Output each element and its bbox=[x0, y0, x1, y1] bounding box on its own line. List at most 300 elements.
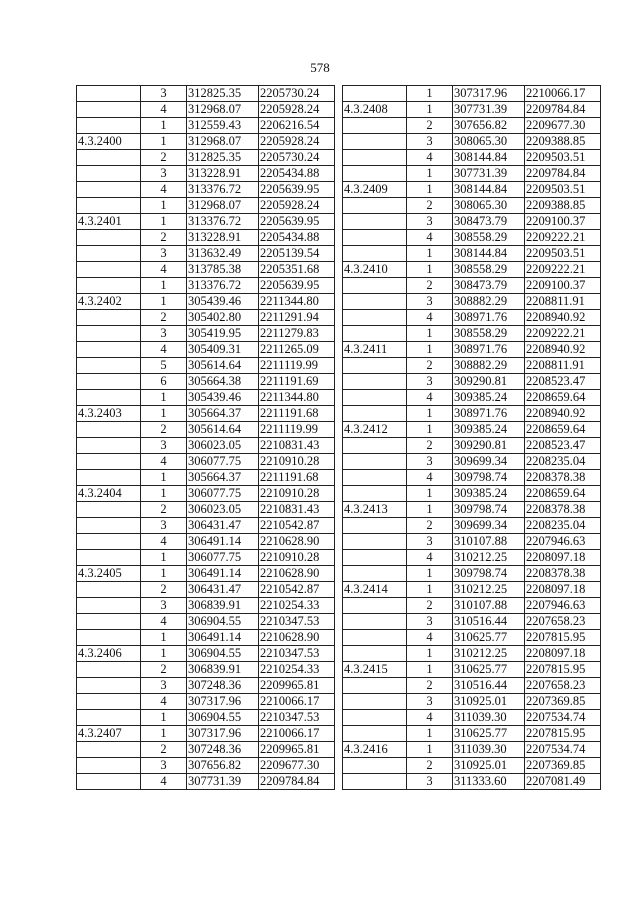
table-row bbox=[343, 230, 601, 246]
coordinates-table-left bbox=[76, 85, 335, 790]
coordinates-table-right bbox=[342, 85, 601, 790]
x-coordinate-cell: 307248.36 bbox=[187, 678, 259, 694]
plot-id-cell: 4.3.2403 bbox=[77, 406, 141, 422]
table-row bbox=[77, 470, 335, 486]
x-coordinate-cell: 310516.44 bbox=[453, 614, 525, 630]
table-row bbox=[77, 438, 335, 454]
point-number-cell: 4 bbox=[141, 342, 187, 358]
plot-id-cell bbox=[77, 614, 141, 630]
plot-id-cell bbox=[77, 182, 141, 198]
plot-id-cell bbox=[343, 86, 407, 102]
plot-id-cell bbox=[77, 598, 141, 614]
table-row bbox=[77, 342, 335, 358]
point-number-cell: 4 bbox=[407, 310, 453, 326]
point-number-cell: 2 bbox=[141, 422, 187, 438]
x-coordinate-cell: 310625.77 bbox=[453, 662, 525, 678]
plot-id-cell: 4.3.2409 bbox=[343, 182, 407, 198]
x-coordinate-cell: 309290.81 bbox=[453, 374, 525, 390]
y-coordinate-cell: 2210066.17 bbox=[525, 86, 601, 102]
y-coordinate-cell: 2210542.87 bbox=[259, 582, 335, 598]
x-coordinate-cell: 310107.88 bbox=[453, 598, 525, 614]
point-number-cell: 1 bbox=[407, 262, 453, 278]
y-coordinate-cell: 2207081.49 bbox=[525, 774, 601, 790]
point-number-cell: 3 bbox=[407, 774, 453, 790]
point-number-cell: 1 bbox=[407, 182, 453, 198]
point-number-cell: 1 bbox=[407, 726, 453, 742]
x-coordinate-cell: 306431.47 bbox=[187, 518, 259, 534]
y-coordinate-cell: 2209388.85 bbox=[525, 134, 601, 150]
x-coordinate-cell: 309290.81 bbox=[453, 438, 525, 454]
table-row bbox=[343, 294, 601, 310]
table-row bbox=[77, 582, 335, 598]
table-row bbox=[343, 726, 601, 742]
point-number-cell: 1 bbox=[407, 646, 453, 662]
y-coordinate-cell: 2209965.81 bbox=[259, 678, 335, 694]
table-row bbox=[343, 390, 601, 406]
plot-id-cell bbox=[343, 550, 407, 566]
table-row bbox=[77, 230, 335, 246]
y-coordinate-cell: 2205730.24 bbox=[259, 150, 335, 166]
y-coordinate-cell: 2209388.85 bbox=[525, 198, 601, 214]
point-number-cell: 1 bbox=[141, 134, 187, 150]
point-number-cell: 3 bbox=[141, 166, 187, 182]
table-row bbox=[343, 326, 601, 342]
point-number-cell: 4 bbox=[141, 534, 187, 550]
point-number-cell: 3 bbox=[141, 326, 187, 342]
plot-id-cell bbox=[77, 758, 141, 774]
plot-id-cell: 4.3.2404 bbox=[77, 486, 141, 502]
y-coordinate-cell: 2205139.54 bbox=[259, 246, 335, 262]
plot-id-cell bbox=[343, 566, 407, 582]
plot-id-cell bbox=[343, 694, 407, 710]
x-coordinate-cell: 306023.05 bbox=[187, 502, 259, 518]
x-coordinate-cell: 306491.14 bbox=[187, 630, 259, 646]
y-coordinate-cell: 2208659.64 bbox=[525, 486, 601, 502]
plot-id-cell bbox=[343, 406, 407, 422]
plot-id-cell: 4.3.2413 bbox=[343, 502, 407, 518]
y-coordinate-cell: 2210831.43 bbox=[259, 502, 335, 518]
y-coordinate-cell: 2211279.83 bbox=[259, 326, 335, 342]
point-number-cell: 1 bbox=[141, 566, 187, 582]
plot-id-cell bbox=[77, 278, 141, 294]
table-row bbox=[343, 262, 601, 278]
x-coordinate-cell: 310925.01 bbox=[453, 758, 525, 774]
x-coordinate-cell: 307731.39 bbox=[453, 102, 525, 118]
x-coordinate-cell: 309699.34 bbox=[453, 454, 525, 470]
point-number-cell: 1 bbox=[407, 566, 453, 582]
plot-id-cell bbox=[343, 390, 407, 406]
y-coordinate-cell: 2210347.53 bbox=[259, 710, 335, 726]
plot-id-cell: 4.3.2410 bbox=[343, 262, 407, 278]
point-number-cell: 1 bbox=[407, 326, 453, 342]
x-coordinate-cell: 305664.37 bbox=[187, 470, 259, 486]
x-coordinate-cell: 308144.84 bbox=[453, 246, 525, 262]
point-number-cell: 3 bbox=[407, 134, 453, 150]
table-row bbox=[77, 422, 335, 438]
point-number-cell: 1 bbox=[141, 486, 187, 502]
x-coordinate-cell: 308882.29 bbox=[453, 358, 525, 374]
point-number-cell: 2 bbox=[141, 230, 187, 246]
table-row bbox=[343, 438, 601, 454]
point-number-cell: 5 bbox=[141, 358, 187, 374]
table-row bbox=[343, 646, 601, 662]
plot-id-cell bbox=[343, 438, 407, 454]
y-coordinate-cell: 2205928.24 bbox=[259, 198, 335, 214]
y-coordinate-cell: 2205730.24 bbox=[259, 86, 335, 102]
point-number-cell: 1 bbox=[141, 198, 187, 214]
plot-id-cell bbox=[343, 758, 407, 774]
x-coordinate-cell: 308473.79 bbox=[453, 278, 525, 294]
table-row bbox=[343, 518, 601, 534]
x-coordinate-cell: 313376.72 bbox=[187, 214, 259, 230]
point-number-cell: 1 bbox=[407, 406, 453, 422]
y-coordinate-cell: 2210347.53 bbox=[259, 614, 335, 630]
x-coordinate-cell: 309798.74 bbox=[453, 566, 525, 582]
y-coordinate-cell: 2205351.68 bbox=[259, 262, 335, 278]
plot-id-cell bbox=[343, 534, 407, 550]
table-row bbox=[77, 550, 335, 566]
table-row bbox=[77, 102, 335, 118]
x-coordinate-cell: 312968.07 bbox=[187, 134, 259, 150]
y-coordinate-cell: 2205639.95 bbox=[259, 278, 335, 294]
table-row bbox=[77, 214, 335, 230]
table-row bbox=[343, 342, 601, 358]
x-coordinate-cell: 306904.55 bbox=[187, 614, 259, 630]
y-coordinate-cell: 2207815.95 bbox=[525, 662, 601, 678]
table-row bbox=[77, 742, 335, 758]
x-coordinate-cell: 310212.25 bbox=[453, 582, 525, 598]
y-coordinate-cell: 2210066.17 bbox=[259, 726, 335, 742]
point-number-cell: 1 bbox=[141, 710, 187, 726]
plot-id-cell bbox=[77, 774, 141, 790]
x-coordinate-cell: 305409.31 bbox=[187, 342, 259, 358]
plot-id-cell: 4.3.2412 bbox=[343, 422, 407, 438]
y-coordinate-cell: 2209784.84 bbox=[259, 774, 335, 790]
point-number-cell: 3 bbox=[141, 758, 187, 774]
point-number-cell: 3 bbox=[141, 598, 187, 614]
point-number-cell: 6 bbox=[141, 374, 187, 390]
plot-id-cell bbox=[343, 710, 407, 726]
table-row bbox=[77, 326, 335, 342]
table-row bbox=[343, 422, 601, 438]
point-number-cell: 2 bbox=[407, 518, 453, 534]
point-number-cell: 4 bbox=[407, 710, 453, 726]
x-coordinate-cell: 308558.29 bbox=[453, 262, 525, 278]
point-number-cell: 2 bbox=[407, 598, 453, 614]
x-coordinate-cell: 306839.91 bbox=[187, 598, 259, 614]
x-coordinate-cell: 306023.05 bbox=[187, 438, 259, 454]
table-row bbox=[77, 198, 335, 214]
point-number-cell: 4 bbox=[141, 694, 187, 710]
x-coordinate-cell: 306077.75 bbox=[187, 550, 259, 566]
table-row bbox=[77, 566, 335, 582]
plot-id-cell bbox=[343, 630, 407, 646]
x-coordinate-cell: 309798.74 bbox=[453, 502, 525, 518]
plot-id-cell bbox=[343, 358, 407, 374]
x-coordinate-cell: 308558.29 bbox=[453, 230, 525, 246]
plot-id-cell bbox=[343, 150, 407, 166]
x-coordinate-cell: 308558.29 bbox=[453, 326, 525, 342]
plot-id-cell bbox=[77, 534, 141, 550]
y-coordinate-cell: 2210066.17 bbox=[259, 694, 335, 710]
table-row bbox=[343, 150, 601, 166]
point-number-cell: 1 bbox=[141, 214, 187, 230]
y-coordinate-cell: 2208097.18 bbox=[525, 550, 601, 566]
table-row bbox=[343, 118, 601, 134]
y-coordinate-cell: 2205639.95 bbox=[259, 182, 335, 198]
point-number-cell: 3 bbox=[407, 454, 453, 470]
x-coordinate-cell: 307248.36 bbox=[187, 742, 259, 758]
y-coordinate-cell: 2210542.87 bbox=[259, 518, 335, 534]
plot-id-cell bbox=[343, 614, 407, 630]
table-row bbox=[77, 390, 335, 406]
y-coordinate-cell: 2208811.91 bbox=[525, 294, 601, 310]
plot-id-cell: 4.3.2400 bbox=[77, 134, 141, 150]
y-coordinate-cell: 2207369.85 bbox=[525, 758, 601, 774]
plot-id-cell bbox=[77, 662, 141, 678]
table-row bbox=[343, 582, 601, 598]
table-row bbox=[77, 166, 335, 182]
y-coordinate-cell: 2210831.43 bbox=[259, 438, 335, 454]
x-coordinate-cell: 307317.96 bbox=[453, 86, 525, 102]
plot-id-cell bbox=[77, 150, 141, 166]
table-row bbox=[343, 598, 601, 614]
y-coordinate-cell: 2209100.37 bbox=[525, 214, 601, 230]
point-number-cell: 1 bbox=[407, 502, 453, 518]
point-number-cell: 1 bbox=[141, 294, 187, 310]
plot-id-cell: 4.3.2415 bbox=[343, 662, 407, 678]
plot-id-cell bbox=[77, 358, 141, 374]
table-row bbox=[343, 278, 601, 294]
plot-id-cell bbox=[77, 102, 141, 118]
plot-id-cell: 4.3.2401 bbox=[77, 214, 141, 230]
plot-id-cell: 4.3.2414 bbox=[343, 582, 407, 598]
y-coordinate-cell: 2205434.88 bbox=[259, 166, 335, 182]
plot-id-cell bbox=[343, 774, 407, 790]
plot-id-cell bbox=[77, 454, 141, 470]
page-number: 578 bbox=[310, 60, 330, 75]
y-coordinate-cell: 2205639.95 bbox=[259, 214, 335, 230]
table-row bbox=[343, 310, 601, 326]
x-coordinate-cell: 305664.37 bbox=[187, 406, 259, 422]
plot-id-cell bbox=[343, 326, 407, 342]
y-coordinate-cell: 2209677.30 bbox=[259, 758, 335, 774]
point-number-cell: 2 bbox=[141, 502, 187, 518]
plot-id-cell bbox=[343, 134, 407, 150]
point-number-cell: 1 bbox=[141, 726, 187, 742]
plot-id-cell bbox=[343, 678, 407, 694]
table-row bbox=[77, 134, 335, 150]
y-coordinate-cell: 2205928.24 bbox=[259, 134, 335, 150]
x-coordinate-cell: 310516.44 bbox=[453, 678, 525, 694]
table-row bbox=[77, 182, 335, 198]
table-row bbox=[77, 662, 335, 678]
x-coordinate-cell: 307731.39 bbox=[187, 774, 259, 790]
x-coordinate-cell: 307317.96 bbox=[187, 694, 259, 710]
table-row bbox=[343, 550, 601, 566]
table-row bbox=[77, 758, 335, 774]
table-row bbox=[343, 742, 601, 758]
point-number-cell: 1 bbox=[141, 278, 187, 294]
y-coordinate-cell: 2209784.84 bbox=[525, 166, 601, 182]
point-number-cell: 1 bbox=[407, 166, 453, 182]
x-coordinate-cell: 306839.91 bbox=[187, 662, 259, 678]
y-coordinate-cell: 2209100.37 bbox=[525, 278, 601, 294]
x-coordinate-cell: 305419.95 bbox=[187, 326, 259, 342]
y-coordinate-cell: 2210910.28 bbox=[259, 550, 335, 566]
y-coordinate-cell: 2208659.64 bbox=[525, 422, 601, 438]
x-coordinate-cell: 308971.76 bbox=[453, 342, 525, 358]
plot-id-cell bbox=[77, 550, 141, 566]
plot-id-cell bbox=[343, 198, 407, 214]
plot-id-cell bbox=[77, 326, 141, 342]
plot-id-cell bbox=[77, 470, 141, 486]
plot-id-cell bbox=[343, 166, 407, 182]
x-coordinate-cell: 306077.75 bbox=[187, 486, 259, 502]
table-row bbox=[77, 694, 335, 710]
table-row bbox=[77, 726, 335, 742]
table-row bbox=[77, 358, 335, 374]
x-coordinate-cell: 307317.96 bbox=[187, 726, 259, 742]
table-row bbox=[77, 678, 335, 694]
plot-id-cell bbox=[77, 390, 141, 406]
plot-id-cell bbox=[343, 230, 407, 246]
point-number-cell: 1 bbox=[407, 342, 453, 358]
table-row bbox=[343, 774, 601, 790]
x-coordinate-cell: 306077.75 bbox=[187, 454, 259, 470]
y-coordinate-cell: 2211344.80 bbox=[259, 294, 335, 310]
point-number-cell: 1 bbox=[407, 582, 453, 598]
plot-id-cell bbox=[343, 726, 407, 742]
table-row bbox=[343, 358, 601, 374]
table-row bbox=[343, 406, 601, 422]
table-row bbox=[343, 662, 601, 678]
y-coordinate-cell: 2209222.21 bbox=[525, 326, 601, 342]
y-coordinate-cell: 2210347.53 bbox=[259, 646, 335, 662]
y-coordinate-cell: 2210254.33 bbox=[259, 598, 335, 614]
table-row bbox=[343, 630, 601, 646]
plot-id-cell bbox=[343, 518, 407, 534]
plot-id-cell bbox=[77, 422, 141, 438]
table-row bbox=[343, 374, 601, 390]
point-number-cell: 2 bbox=[407, 438, 453, 454]
y-coordinate-cell: 2211191.69 bbox=[259, 374, 335, 390]
plot-id-cell bbox=[77, 374, 141, 390]
plot-id-cell bbox=[77, 694, 141, 710]
plot-id-cell bbox=[77, 246, 141, 262]
plot-id-cell: 4.3.2402 bbox=[77, 294, 141, 310]
point-number-cell: 1 bbox=[141, 118, 187, 134]
plot-id-cell bbox=[77, 310, 141, 326]
point-number-cell: 4 bbox=[141, 614, 187, 630]
x-coordinate-cell: 309385.24 bbox=[453, 422, 525, 438]
y-coordinate-cell: 2207815.95 bbox=[525, 726, 601, 742]
y-coordinate-cell: 2209222.21 bbox=[525, 262, 601, 278]
point-number-cell: 1 bbox=[407, 422, 453, 438]
x-coordinate-cell: 310212.25 bbox=[453, 646, 525, 662]
plot-id-cell: 4.3.2405 bbox=[77, 566, 141, 582]
point-number-cell: 1 bbox=[407, 662, 453, 678]
point-number-cell: 3 bbox=[141, 246, 187, 262]
y-coordinate-cell: 2209677.30 bbox=[525, 118, 601, 134]
point-number-cell: 4 bbox=[141, 262, 187, 278]
x-coordinate-cell: 307656.82 bbox=[453, 118, 525, 134]
x-coordinate-cell: 311039.30 bbox=[453, 742, 525, 758]
y-coordinate-cell: 2207658.23 bbox=[525, 614, 601, 630]
y-coordinate-cell: 2208097.18 bbox=[525, 646, 601, 662]
x-coordinate-cell: 306904.55 bbox=[187, 646, 259, 662]
table-row bbox=[343, 246, 601, 262]
y-coordinate-cell: 2207815.95 bbox=[525, 630, 601, 646]
y-coordinate-cell: 2208235.04 bbox=[525, 454, 601, 470]
point-number-cell: 2 bbox=[407, 758, 453, 774]
y-coordinate-cell: 2210254.33 bbox=[259, 662, 335, 678]
table-row bbox=[343, 454, 601, 470]
plot-id-cell: 4.3.2416 bbox=[343, 742, 407, 758]
y-coordinate-cell: 2205434.88 bbox=[259, 230, 335, 246]
table-row bbox=[343, 694, 601, 710]
x-coordinate-cell: 308065.30 bbox=[453, 134, 525, 150]
y-coordinate-cell: 2207946.63 bbox=[525, 598, 601, 614]
point-number-cell: 3 bbox=[141, 518, 187, 534]
table-row bbox=[77, 118, 335, 134]
point-number-cell: 3 bbox=[407, 294, 453, 310]
table-row bbox=[77, 246, 335, 262]
plot-id-cell bbox=[77, 710, 141, 726]
point-number-cell: 1 bbox=[407, 102, 453, 118]
y-coordinate-cell: 2211344.80 bbox=[259, 390, 335, 406]
y-coordinate-cell: 2209503.51 bbox=[525, 150, 601, 166]
plot-id-cell bbox=[343, 454, 407, 470]
plot-id-cell bbox=[77, 198, 141, 214]
x-coordinate-cell: 313228.91 bbox=[187, 166, 259, 182]
point-number-cell: 1 bbox=[407, 486, 453, 502]
plot-id-cell: 4.3.2407 bbox=[77, 726, 141, 742]
point-number-cell: 3 bbox=[407, 694, 453, 710]
table-row bbox=[343, 166, 601, 182]
point-number-cell: 4 bbox=[407, 470, 453, 486]
table-row bbox=[77, 454, 335, 470]
point-number-cell: 1 bbox=[407, 246, 453, 262]
x-coordinate-cell: 310625.77 bbox=[453, 630, 525, 646]
point-number-cell: 2 bbox=[407, 118, 453, 134]
table-row bbox=[77, 486, 335, 502]
y-coordinate-cell: 2207658.23 bbox=[525, 678, 601, 694]
table-row bbox=[343, 566, 601, 582]
point-number-cell: 2 bbox=[141, 150, 187, 166]
x-coordinate-cell: 312825.35 bbox=[187, 150, 259, 166]
x-coordinate-cell: 307656.82 bbox=[187, 758, 259, 774]
point-number-cell: 4 bbox=[141, 454, 187, 470]
x-coordinate-cell: 305439.46 bbox=[187, 294, 259, 310]
plot-id-cell bbox=[343, 214, 407, 230]
table-row bbox=[77, 294, 335, 310]
x-coordinate-cell: 307731.39 bbox=[453, 166, 525, 182]
y-coordinate-cell: 2206216.54 bbox=[259, 118, 335, 134]
plot-id-cell bbox=[77, 742, 141, 758]
plot-id-cell bbox=[77, 86, 141, 102]
table-row bbox=[77, 86, 335, 102]
y-coordinate-cell: 2207946.63 bbox=[525, 534, 601, 550]
table-row bbox=[77, 518, 335, 534]
point-number-cell: 2 bbox=[407, 198, 453, 214]
plot-id-cell: 4.3.2411 bbox=[343, 342, 407, 358]
x-coordinate-cell: 309385.24 bbox=[453, 390, 525, 406]
plot-id-cell: 4.3.2406 bbox=[77, 646, 141, 662]
x-coordinate-cell: 310212.25 bbox=[453, 550, 525, 566]
x-coordinate-cell: 312559.43 bbox=[187, 118, 259, 134]
table-row bbox=[77, 774, 335, 790]
